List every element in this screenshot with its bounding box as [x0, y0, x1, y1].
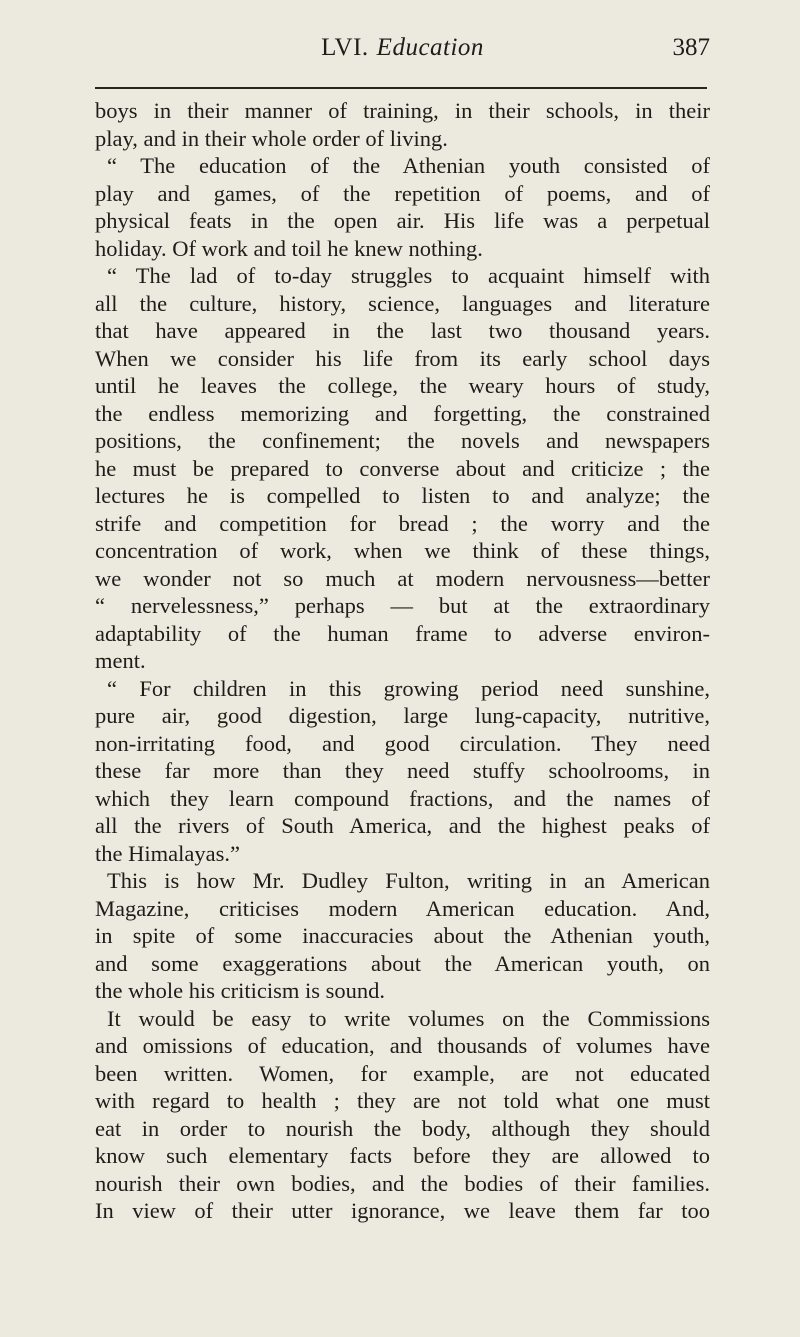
text-line: and omissions of education, and thousands of volumes have [95, 1033, 710, 1058]
text-line: the whole his criticism is sound. [95, 978, 385, 1003]
chapter-number: LVI. [321, 34, 369, 61]
text-line: Magazine, criticises modern American education. And, [95, 895, 710, 921]
text-line: lectures he is compelled to listen to and analyze; the [95, 483, 710, 508]
text-line: until he leaves the college, the weary hours of study, [95, 373, 710, 398]
text-line: non-irritating food, and good circulation. They need [95, 730, 710, 756]
text-line: with regard to health ; they are not told what one must [95, 1088, 710, 1113]
text-line: physical feats in the open air. His life was a perpetual [95, 208, 710, 233]
text-line: in spite of some inaccuracies about the Athenian youth, [95, 923, 710, 948]
text-line: positions, the confinement; the novels and newspapers [95, 428, 710, 453]
text-line: strife and competition for bread ; the worry and the [95, 510, 710, 536]
text-line: play and games, of the repetition of poems, and of [95, 180, 710, 206]
text-line: “ The lad of to-day struggles to acquaint himself with [107, 263, 710, 288]
text-line: all the culture, history, science, languages and literature [95, 290, 710, 316]
text-line: pure air, good digestion, large lung-capacity, nutritive, [95, 703, 710, 728]
page-number: 387 [672, 34, 710, 61]
text-line: “ The education of the Athenian youth consisted of [107, 153, 710, 178]
text-line: holiday. Of work and toil he knew nothing. [95, 235, 483, 261]
text-line: It would be easy to write volumes on the Commissions [107, 1005, 710, 1031]
header-rule [95, 87, 707, 89]
text-line: play, and in their whole order of living. [95, 125, 448, 151]
text-line: the endless memorizing and forgetting, the constrained [95, 400, 710, 426]
text-line: and some exaggerations about the American youth, on [95, 950, 710, 976]
text-line: ment. [95, 648, 146, 673]
text-line: the Himalayas.” [95, 840, 240, 866]
text-line: When we consider his life from its early school days [95, 345, 710, 371]
text-line: been written. Women, for example, are not educated [95, 1060, 710, 1086]
text-line: nourish their own bodies, and the bodies of their families. [95, 1170, 710, 1196]
text-line: In view of their utter ignorance, we leave them far too [95, 1198, 710, 1223]
text-line: know such elementary facts before they are allowed to [95, 1143, 710, 1168]
text-line: “ nervelessness,” perhaps — but at the extraordinary [95, 593, 710, 618]
text-line: he must be prepared to converse about and criticize ; the [95, 455, 710, 481]
text-line: which they learn compound fractions, and the names of [95, 785, 710, 811]
text-line: boys in their manner of training, in their schools, in their [95, 98, 710, 123]
running-header [95, 22, 710, 72]
text-line: all the rivers of South America, and the highest peaks of [95, 813, 710, 838]
text-line: that have appeared in the last two thousand years. [95, 318, 710, 343]
text-line: these far more than they need stuffy schoolrooms, in [95, 758, 710, 783]
chapter-heading [95, 34, 710, 62]
text-line: adaptability of the human frame to adverse environ- [95, 620, 710, 646]
text-line: This is how Mr. Dudley Fulton, writing in an American [107, 868, 710, 893]
text-line: we wonder not so much at modern nervousness—better [95, 565, 710, 591]
text-line: concentration of work, when we think of these things, [95, 538, 710, 563]
text-line: eat in order to nourish the body, although they should [95, 1115, 710, 1141]
text-line: “ For children in this growing period need sunshine, [107, 675, 710, 701]
chapter-title: Education [376, 34, 484, 61]
body-text [95, 97, 710, 1225]
